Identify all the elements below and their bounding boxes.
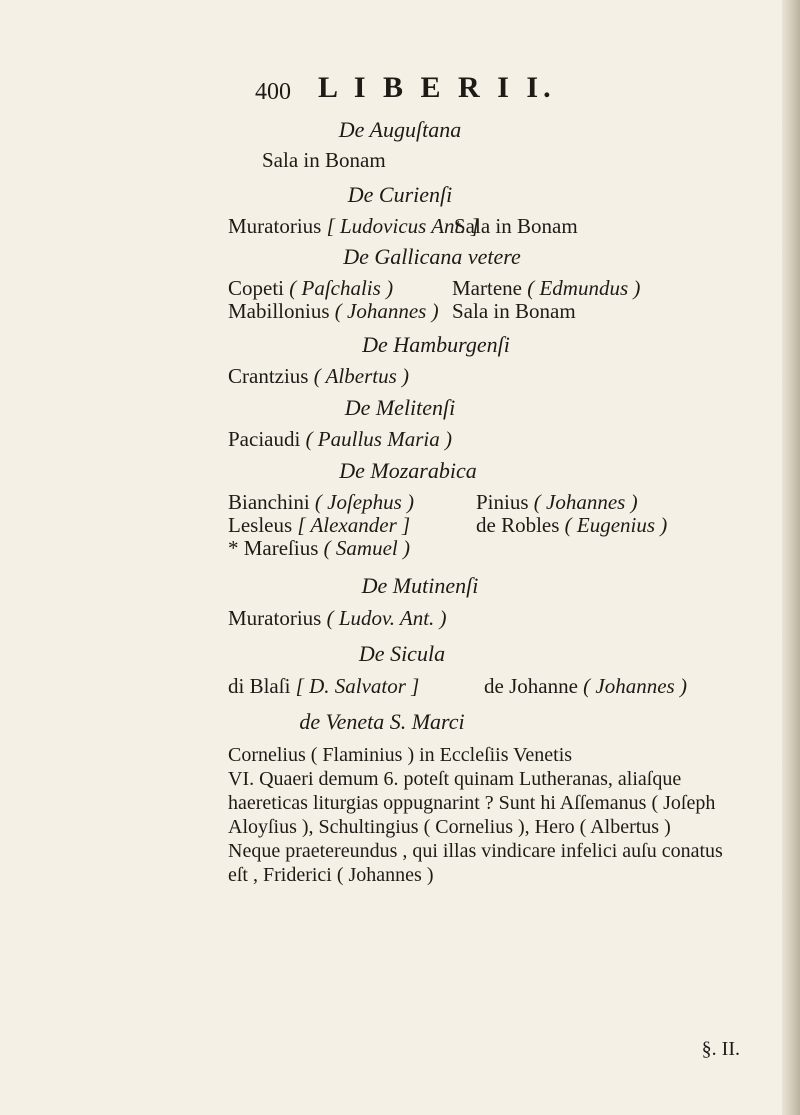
entry <box>228 427 452 451</box>
entry <box>476 490 638 514</box>
author-given-name: [ Ludovicus Ant. ] <box>326 214 480 238</box>
page-edge <box>782 0 800 1115</box>
section-heading: De Mutinenſi <box>361 573 479 598</box>
author-name: di Blaſi <box>228 674 291 698</box>
entry: Sala in Bonam <box>452 299 576 323</box>
author-given-name: ( Johannes ) <box>533 490 638 514</box>
author-given-name: ( Eugenius ) <box>564 513 668 537</box>
author-name: * Mareſius <box>228 536 319 560</box>
section-heading: De Sicula <box>358 641 446 666</box>
entry <box>228 536 410 560</box>
section-heading: De Curienſi <box>347 182 453 207</box>
author-name: Crantzius <box>228 364 309 388</box>
author-given-name: ( Paſchalis ) <box>289 276 394 300</box>
paragraph-line: eſt , Friderici ( Johannes ) <box>228 864 434 886</box>
entry <box>228 513 410 537</box>
author-name: Pinius <box>476 490 529 514</box>
paragraph-line: Neque praetereundus , qui illas vindicare infelici auſu conatus <box>228 840 723 862</box>
page-number: 400 <box>255 79 291 105</box>
section-heading: de Veneta S. Marci <box>299 709 465 734</box>
author-given-name: [ Alexander ] <box>297 513 411 537</box>
author-name: Martene <box>452 276 522 300</box>
entry <box>228 606 447 630</box>
author-name: Muratorius <box>228 606 322 630</box>
entry <box>228 364 409 388</box>
book-title: L I B E R I I. <box>318 71 556 104</box>
section-mark: §. II. <box>701 1038 740 1060</box>
entry <box>228 299 439 323</box>
author-name: Paciaudi <box>228 427 301 451</box>
paragraph-line: Aloyſius ), Schultingius ( Cornelius ), Hero ( Albertus ) <box>228 816 671 838</box>
section-heading: De Melitenſi <box>344 395 456 420</box>
section-heading: De Mozarabica <box>339 458 477 483</box>
paragraph-line: haereticas liturgias oppugnarint ? Sunt hi Aſſemanus ( Joſeph <box>228 792 716 814</box>
paragraph-line: Cornelius ( Flaminius ) in Eccleſiis Venetis <box>228 744 573 766</box>
entry <box>228 674 419 698</box>
paragraph-line: VI. Quaeri demum 6. poteſt quinam Lutheranas, aliaſque <box>228 768 682 790</box>
entry: Sala in Bonam <box>262 148 386 172</box>
author-given-name: ( Johannes ) <box>583 674 687 698</box>
entry <box>484 674 687 698</box>
entry <box>452 276 640 300</box>
author-given-name: ( Joſephus ) <box>314 490 415 514</box>
entry <box>228 490 414 514</box>
author-name: Copeti <box>228 276 284 300</box>
section-heading: De Gallicana vetere <box>343 244 521 269</box>
author-name: de Johanne <box>484 674 578 698</box>
entry <box>228 276 393 300</box>
section-heading: De Auguſtana <box>338 117 462 142</box>
author-name: Lesleus <box>228 513 293 537</box>
author-name: de Robles <box>476 513 560 537</box>
entry <box>228 214 479 238</box>
author-given-name: ( Ludov. Ant. ) <box>326 606 447 630</box>
author-given-name: ( Edmundus ) <box>527 276 641 300</box>
author-given-name: ( Albertus ) <box>313 364 410 388</box>
author-name: Muratorius <box>228 214 322 238</box>
author-given-name: ( Samuel ) <box>323 536 410 560</box>
author-given-name: [ D. Salvator ] <box>295 674 420 698</box>
author-given-name: ( Johannes ) <box>334 299 439 323</box>
entry: Sala in Bonam <box>454 214 578 238</box>
author-given-name: ( Paullus Maria ) <box>305 427 452 451</box>
section-heading: De Hamburgenſi <box>362 332 510 357</box>
entry <box>476 513 667 537</box>
author-name: Bianchini <box>228 490 310 514</box>
author-name: Mabillonius <box>228 299 330 323</box>
